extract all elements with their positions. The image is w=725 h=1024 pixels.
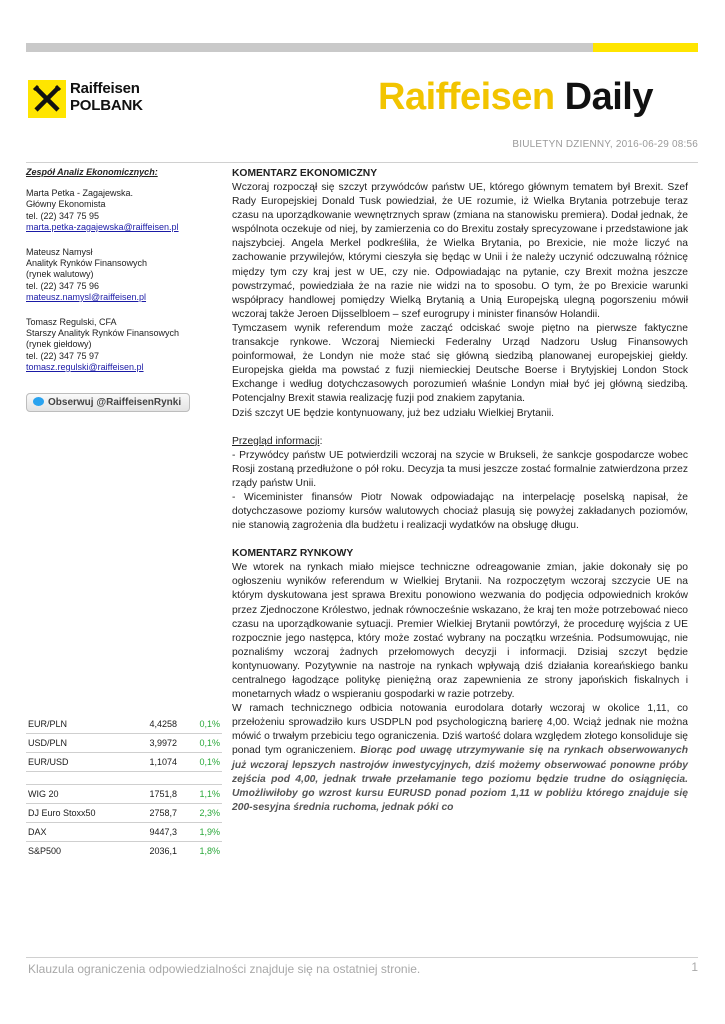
- quote-change: 0,1%: [199, 757, 220, 767]
- contact-role: Główny Ekonomista: [26, 199, 106, 210]
- publication-title-part2: Daily: [564, 76, 653, 118]
- quote-value: 4,4258: [149, 719, 177, 729]
- review-title: Przegląd informacji: [232, 435, 320, 447]
- quote-name: EUR/USD: [28, 757, 69, 767]
- economic-paragraph: Wczoraj rozpoczął się szczyt przywódców państw UE, którego głównym tematem był Brexit. Szef Rady Europejskiej Donald Tusk powiedział, że UE rozumie, iż Wielka Brytania potrzebuje teraz czasu na uporządkowanie wewnętrznych spraw (zmiana na stanowisku premiera). Dodał jednak, że wspólnota oczekuje od niej, by zamierzenia co do Brexitu zostały sprecyzowane i przedstawione jak najszybciej. Angela Merkel podkreśliła, że Wielka Brytania, po Brexicie, nie może liczyć na zachowanie przywilejów, którymi cieszyła się będąc w Unii i że należy uczynić odczuwalną różnicę między tym czy kraj jest w UE, czy nie. Odpowiadając na pytanie, czy Brexit można jeszcze powstrzymać, powiedziała że na razie nie widzi na to sposobu. O tym, że po Brexicie warunki współpracy handlowej pomiędzy Wielką Brytanią a Unią Europejską ulegną pogorszeniu mówił wczoraj także Jeroen Dijsselbloem – szef eurogrupy i minister finansów Holandii.: [232, 182, 688, 320]
- market-comment-heading: KOMENTARZ RYNKOWY: [232, 548, 354, 560]
- market-paragraph-text: W ramach technicznego odbicia notowania eurodolara dotarły wczoraj w okolice 1,11, co przełożeniu sprowadziło kurs USDPLN pod psychologiczną barierę 4,00. Wciąż jednak nie można mówić o trwałym przebiciu tego ograniczenia. Dziś wartość dolara względem złotego konsoliduje się ponad tym ograniczeniem.: [232, 703, 688, 757]
- quote-change: 0,1%: [199, 719, 220, 729]
- economic-paragraph: Dziś szczyt UE będzie kontynuowany, już bez udziału Wielkiej Brytanii.: [232, 407, 555, 419]
- contact-phone: tel. (22) 347 75 97: [26, 350, 100, 361]
- quote-change: 1,1%: [199, 789, 220, 799]
- contact-role-detail: (rynek walutowy): [26, 269, 94, 280]
- contact-email-link[interactable]: mateusz.namysl@raiffeisen.pl: [26, 291, 147, 302]
- economic-comment-heading: KOMENTARZ EKONOMICZNY: [232, 168, 378, 179]
- twitter-follow-label: Obserwuj @RaiffeisenRynki: [48, 397, 182, 409]
- contact-phone: tel. (22) 347 75 95: [26, 210, 100, 221]
- quote-change: 1,9%: [199, 827, 220, 837]
- raiffeisen-polbank-logo: [28, 80, 188, 124]
- contact-role: Analityk Rynków Finansowych: [26, 258, 148, 269]
- contact-card: [26, 247, 222, 303]
- quote-row: [26, 842, 222, 860]
- quote-name: DAX: [28, 827, 47, 837]
- quote-name: USD/PLN: [28, 738, 68, 748]
- review-item: - Wiceminister finansów Piotr Nowak odpowiadając na interpelację poselską napisał, że dotychczasowe poziomy kursów walutowych chociaż plasują się powyżej zakładanych poziomów, nie stanowią zagrożenia dla budżetu i realizacji wydatków na obsługę długu.: [232, 491, 688, 532]
- quote-name: WIG 20: [28, 789, 59, 799]
- page-number: 1: [691, 960, 698, 974]
- quote-name: S&P500: [28, 846, 62, 856]
- twitter-follow-button[interactable]: [26, 393, 190, 412]
- bulletin-date: BIULETYN DZIENNY, 2016-06-29 08:56: [512, 139, 698, 150]
- quote-change: 1,8%: [199, 846, 220, 856]
- quote-value: 2758,7: [149, 808, 177, 818]
- disclaimer-note: Klauzula ograniczenia odpowiedzialności znajduje się na ostatniej stronie.: [28, 962, 421, 976]
- gable-cross-icon: [28, 80, 66, 118]
- publication-title: [378, 76, 653, 119]
- contact-name: Tomasz Regulski, CFA: [26, 317, 117, 328]
- quote-change: 0,1%: [199, 738, 220, 748]
- quote-row: [26, 804, 222, 823]
- spacer: [232, 533, 688, 547]
- contact-name: Mateusz Namysł: [26, 247, 93, 258]
- quote-row: [26, 823, 222, 842]
- quote-change: 2,3%: [199, 808, 220, 818]
- quote-value: 1751,8: [149, 789, 177, 799]
- review-item: - Przywódcy państw UE potwierdzili wczoraj na szycie w Brukseli, że sankcje gospodarcze wobec Rosji zostaną przedłużone o pół roku. Decyzja ta musi jeszcze zostać formalnie zatwierdzona przez rządy państw Unii.: [232, 449, 688, 489]
- contact-card: [26, 188, 222, 233]
- contact-role-detail: (rynek giełdowy): [26, 339, 92, 350]
- market-forecast-emphasis: Biorąc pod uwagę utrzymywanie się na rynkach obserwowanych już wczoraj lepszych nastrojów inwestycyjnych, dziś możemy obserwować ponowne próby zejścia pod 4,00, jednak trwałe przełamanie tego poziomu będzie trudne do osiągnięcia. Umożliwiłoby go wzrost kursu EURUSD ponad poziom 1,11 w pobliżu którego znajduje się 200-sesyjna średnia ruchoma, jednak póki co: [232, 745, 688, 813]
- quotes-separator: [26, 772, 222, 785]
- quote-name: EUR/PLN: [28, 719, 68, 729]
- quote-row: [26, 734, 222, 753]
- contact-email-link[interactable]: marta.petka-zagajewska@raiffeisen.pl: [26, 221, 179, 232]
- economic-paragraph: Tymczasem wynik referendum może zacząć odciskać swoje piętno na pierwsze faktyczne transakcje rynkowe. Wczoraj Niemiecki Federalny Urząd Nadzoru Usług Finansowych poinformował, że Londyn nie może stać się główną siedzibą planowanej europejskiej giełdy. Europejska giełda ma powstać z fuzji niemieckiej Deutsche Boerse i Brytyjskiej London Stock Exchange i według dotychczasowych porozumień właśnie Londyn miał być jej główną siedzibą. Potencjalny Brexit stawia realizację fuzji pod znakiem zapytania.: [232, 322, 688, 405]
- market-paragraph: We wtorek na rynkach miało miejsce techniczne odreagowanie zmian, jakie dokonały się po ogłoszeniu wyników referendum w Wielkiej Brytanii. Na rozpoczętym wczoraj szczycie UE na którym dyskutowana jest sprawa Brexitu ponowiono wezwania do podjęcia odpowiednich kroków przez Zjednoczone Królestwo, jednak równocześnie wskazano, że kraj ten może potrzebować nieco czasu na uporządkowanie sytuacji. Premier Wielkiej Brytanii powtórzył, że procedurę wyjścia z UE rozpocznie jego następca, który może zostać wybrany na początku września. Podsumowując, nie poznaliśmy wczoraj żadnych przełomowych decyzji i informacji. Dzisiaj szczyt będzie kontynuowany. Pozytywnie na nastroje na rynkach wpływają dziś działania koreańskiego banku centralnego łagodzące politykę pieniężną oraz zapewnienia ze strony japońskich fiskalnych i monetarnych władz o wspieraniu gospodarki w razie potrzeby.: [232, 562, 688, 701]
- footer-divider: [26, 957, 698, 958]
- contact-name: Marta Petka - Zagajewska.: [26, 188, 134, 199]
- twitter-bird-icon: [33, 397, 44, 406]
- review-colon: :: [319, 435, 323, 447]
- contact-card: [26, 317, 222, 373]
- review-heading: [232, 435, 688, 449]
- main-content: [232, 167, 688, 815]
- quote-value: 9447,3: [149, 827, 177, 837]
- quote-row: [26, 785, 222, 804]
- quote-row: [26, 715, 222, 734]
- contact-email-link[interactable]: tomasz.regulski@raiffeisen.pl: [26, 361, 144, 372]
- header-bar-yellow: [593, 43, 698, 52]
- logo-text-polbank: POLBANK: [70, 97, 143, 114]
- header-bar-gray: [26, 43, 593, 52]
- contact-phone: tel. (22) 347 75 96: [26, 280, 100, 291]
- contact-role: Starszy Analityk Rynków Finansowych: [26, 328, 180, 339]
- team-title: Zespół Analiz Ekonomicznych:: [26, 167, 158, 177]
- quotes-table: [26, 715, 222, 860]
- spacer: [232, 421, 688, 435]
- quote-row: [26, 753, 222, 772]
- logo-text-raiffeisen: Raiffeisen: [70, 80, 140, 97]
- market-paragraph: [232, 702, 688, 815]
- publication-title-part1: Raiffeisen: [378, 76, 565, 118]
- sidebar: [26, 167, 222, 412]
- quote-value: 3,9972: [149, 738, 177, 748]
- quote-value: 1,1074: [149, 757, 177, 767]
- header-divider: [26, 162, 698, 163]
- quote-name: DJ Euro Stoxx50: [28, 808, 96, 818]
- quote-value: 2036,1: [149, 846, 177, 856]
